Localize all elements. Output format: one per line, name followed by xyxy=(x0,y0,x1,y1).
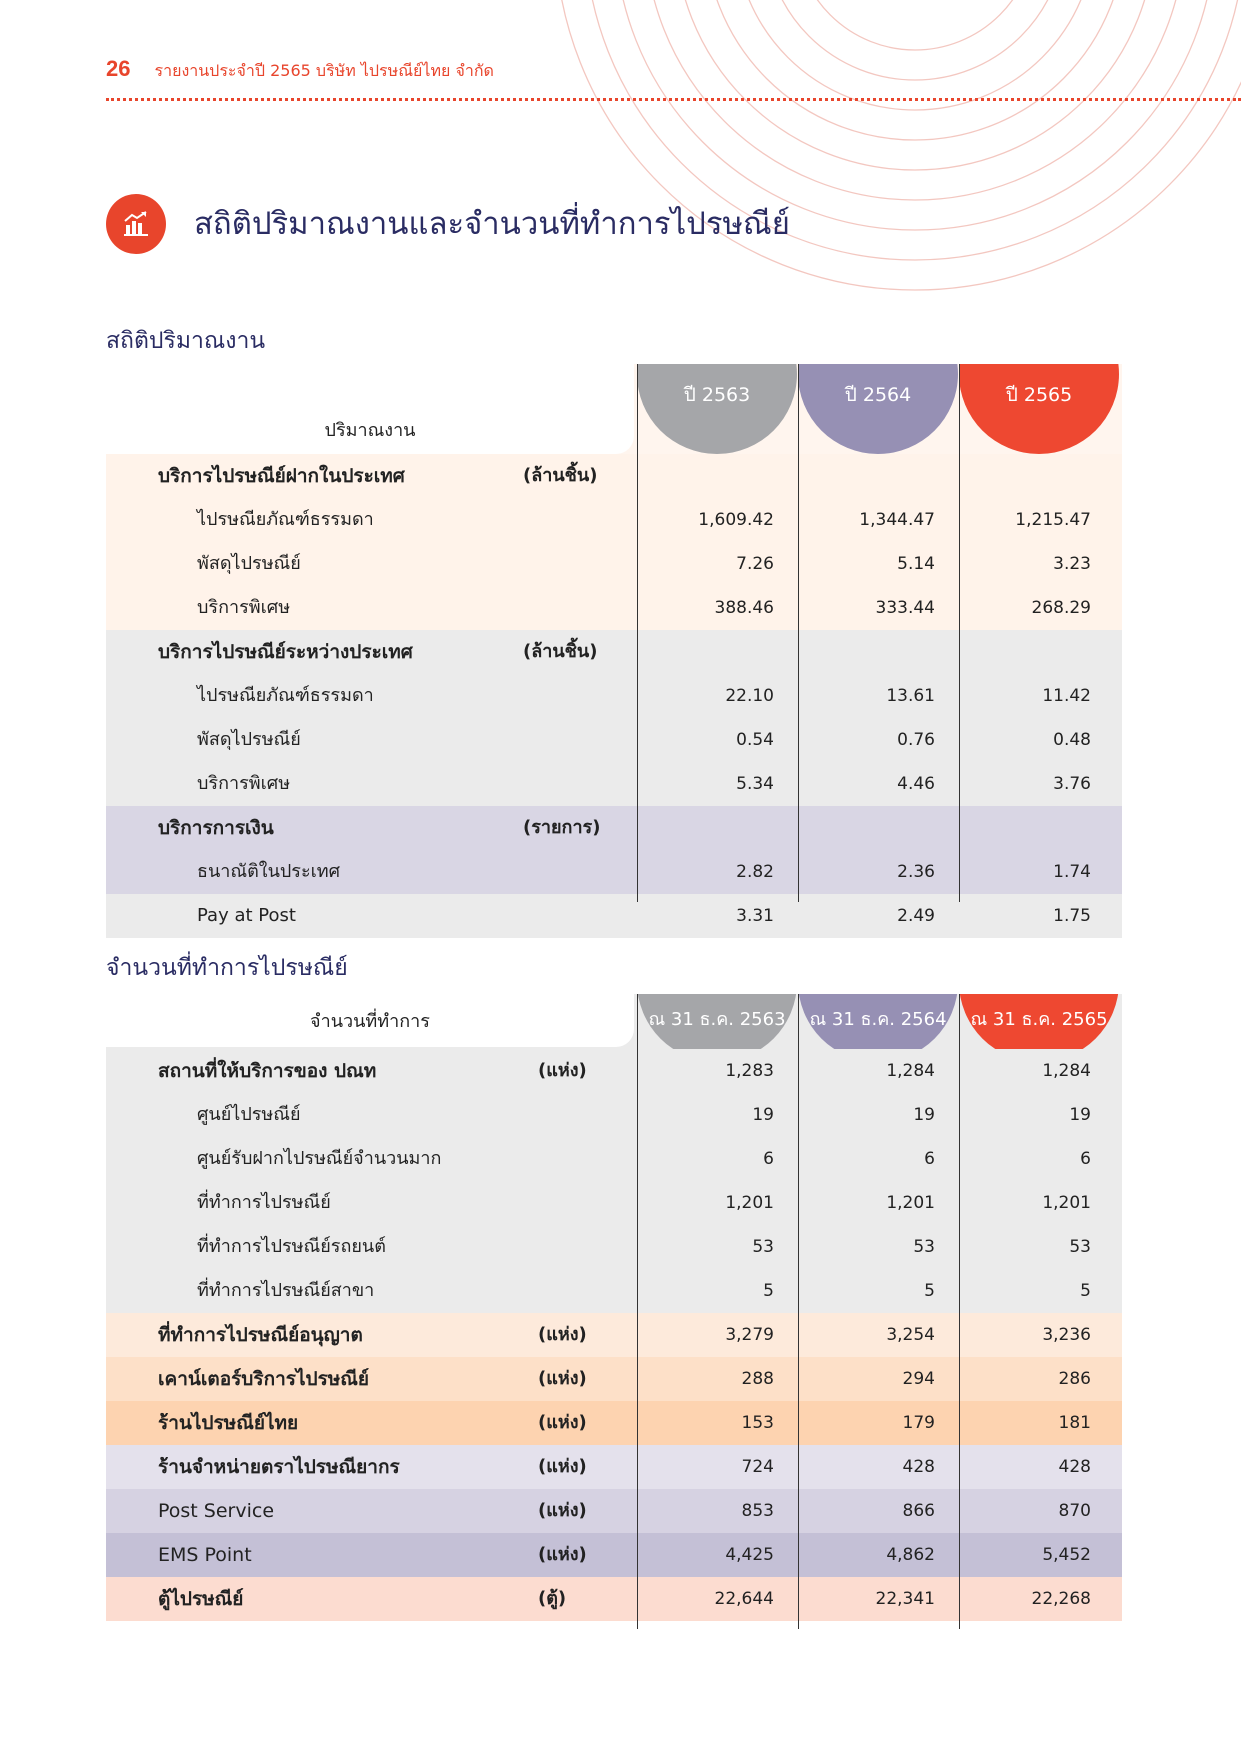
workload-column-label: ปริมาณงาน xyxy=(324,420,416,441)
row-unit: (ตู้) xyxy=(538,1588,567,1609)
row-value: 181 xyxy=(1058,1413,1091,1433)
row-label: สถานที่ให้บริการของ ปณท xyxy=(158,1060,377,1082)
row-value: 0.54 xyxy=(736,730,774,750)
row-unit: (รายการ) xyxy=(523,817,601,838)
table-row xyxy=(106,1445,1122,1489)
row-value: 11.42 xyxy=(1042,686,1091,706)
row-value: 19 xyxy=(913,1105,935,1125)
table-row xyxy=(106,1225,1122,1269)
row-value: 1,344.47 xyxy=(859,510,935,530)
year-header-2565: ปี 2565 xyxy=(959,364,1119,454)
row-value: 2.49 xyxy=(897,906,935,926)
date-header-2563: ณ 31 ธ.ค. 2563 xyxy=(637,994,797,1064)
row-value: 53 xyxy=(1069,1237,1091,1257)
workload-table-header xyxy=(106,364,1122,454)
workload-table-body xyxy=(106,454,1122,938)
row-label: ที่ทำการไปรษณีย์รถยนต์ xyxy=(197,1236,386,1257)
row-value: 428 xyxy=(902,1457,935,1477)
row-value: 428 xyxy=(1058,1457,1091,1477)
row-unit: (แห่ง) xyxy=(538,1456,587,1477)
row-value: 5.34 xyxy=(736,774,774,794)
row-value: 6 xyxy=(763,1149,774,1169)
table-row xyxy=(106,1269,1122,1313)
row-label: ธนาณัติในประเทศ xyxy=(197,861,341,882)
row-label: บริการไปรษณีย์ฝากในประเทศ xyxy=(158,465,405,487)
row-label: EMS Point xyxy=(158,1544,252,1566)
table-row xyxy=(106,806,1122,850)
table-row xyxy=(106,1577,1122,1621)
row-value: 53 xyxy=(913,1237,935,1257)
workload-table xyxy=(106,364,1122,938)
table-row xyxy=(106,630,1122,674)
row-label: ไปรษณียภัณฑ์ธรรมดา xyxy=(197,509,374,530)
offices-column-label: จำนวนที่ทำการ xyxy=(310,1011,430,1032)
header-divider xyxy=(106,98,1241,101)
row-value: 6 xyxy=(924,1149,935,1169)
report-title: รายงานประจำปี 2565 บริษัท ไปรษณีย์ไทย จำกัด xyxy=(154,61,494,80)
table-row xyxy=(106,1049,1122,1093)
year-header-2563: ปี 2563 xyxy=(637,364,797,454)
offices-section-title: จำนวนที่ทำการไปรษณีย์ xyxy=(106,955,348,981)
date-header-2564: ณ 31 ธ.ค. 2564 xyxy=(798,994,958,1064)
row-value: 3.23 xyxy=(1053,554,1091,574)
row-value: 288 xyxy=(741,1369,774,1389)
row-value: 22,341 xyxy=(875,1589,935,1609)
row-value: 19 xyxy=(1069,1105,1091,1125)
page-header xyxy=(106,56,494,88)
row-label: ไปรษณียภัณฑ์ธรรมดา xyxy=(197,685,374,706)
row-value: 4.46 xyxy=(897,774,935,794)
row-label: บริการพิเศษ xyxy=(197,597,291,618)
table-row xyxy=(106,1533,1122,1577)
row-value: 268.29 xyxy=(1031,598,1091,618)
table-row xyxy=(106,674,1122,718)
row-value: 4,425 xyxy=(725,1545,774,1565)
workload-column-label-cell xyxy=(106,364,634,454)
row-value: 870 xyxy=(1058,1501,1091,1521)
row-value: 5 xyxy=(1080,1281,1091,1301)
table-row xyxy=(106,1489,1122,1533)
row-unit: (แห่ง) xyxy=(538,1500,587,1521)
row-value: 179 xyxy=(902,1413,935,1433)
row-label: บริการพิเศษ xyxy=(197,773,291,794)
row-label: Pay at Post xyxy=(197,905,296,926)
row-value: 286 xyxy=(1058,1369,1091,1389)
row-value: 1,284 xyxy=(886,1061,935,1081)
row-value: 2.82 xyxy=(736,862,774,882)
row-label: ที่ทำการไปรษณีย์สาขา xyxy=(197,1280,375,1301)
row-value: 853 xyxy=(741,1501,774,1521)
row-value: 53 xyxy=(752,1237,774,1257)
row-unit: (แห่ง) xyxy=(538,1324,587,1345)
row-value: 294 xyxy=(902,1369,935,1389)
table-row xyxy=(106,1357,1122,1401)
row-value: 22,268 xyxy=(1031,1589,1091,1609)
date-header-2565: ณ 31 ธ.ค. 2565 xyxy=(959,994,1119,1064)
row-value: 1,201 xyxy=(725,1193,774,1213)
row-value: 2.36 xyxy=(897,862,935,882)
page-title: สถิติปริมาณงานและจำนวนที่ทำการไปรษณีย์ xyxy=(194,206,790,242)
row-label: Post Service xyxy=(158,1500,275,1522)
row-value: 6 xyxy=(1080,1149,1091,1169)
row-value: 866 xyxy=(902,1501,935,1521)
row-value: 1,201 xyxy=(886,1193,935,1213)
row-value: 388.46 xyxy=(714,598,774,618)
row-value: 13.61 xyxy=(886,686,935,706)
row-value: 5,452 xyxy=(1042,1545,1091,1565)
row-unit: (แห่ง) xyxy=(538,1060,587,1081)
row-value: 7.26 xyxy=(736,554,774,574)
offices-column-label-cell xyxy=(106,994,634,1047)
row-value: 1,283 xyxy=(725,1061,774,1081)
row-value: 0.76 xyxy=(897,730,935,750)
table-row xyxy=(106,1137,1122,1181)
row-label: ที่ทำการไปรษณีย์ xyxy=(197,1192,331,1213)
row-value: 1.75 xyxy=(1053,906,1091,926)
row-label: ร้านไปรษณีย์ไทย xyxy=(158,1412,299,1434)
row-value: 1.74 xyxy=(1053,862,1091,882)
row-unit: (ล้านชิ้น) xyxy=(523,641,598,662)
row-label: ร้านจำหน่ายตราไปรษณียากร xyxy=(158,1456,400,1478)
row-value: 5 xyxy=(763,1281,774,1301)
decorative-rings xyxy=(0,0,1241,300)
row-value: 22,644 xyxy=(714,1589,774,1609)
row-label: เคาน์เตอร์บริการไปรษณีย์ xyxy=(158,1368,370,1390)
table-row xyxy=(106,894,1122,938)
row-value: 724 xyxy=(741,1457,774,1477)
row-value: 3.76 xyxy=(1053,774,1091,794)
row-label: ที่ทำการไปรษณีย์อนุญาต xyxy=(158,1324,363,1346)
table-row xyxy=(106,850,1122,894)
row-label: พัสดุไปรษณีย์ xyxy=(197,553,301,574)
bar-chart-icon xyxy=(106,194,166,254)
row-value: 1,201 xyxy=(1042,1193,1091,1213)
table-row xyxy=(106,1181,1122,1225)
table-row xyxy=(106,1401,1122,1445)
table-row xyxy=(106,1313,1122,1357)
row-value: 1,215.47 xyxy=(1015,510,1091,530)
row-unit: (แห่ง) xyxy=(538,1544,587,1565)
table-row xyxy=(106,498,1122,542)
workload-section-title: สถิติปริมาณงาน xyxy=(106,328,266,354)
table-row xyxy=(106,718,1122,762)
row-unit: (ล้านชิ้น) xyxy=(523,465,598,486)
table-row xyxy=(106,454,1122,498)
row-label: บริการการเงิน xyxy=(158,817,274,839)
row-value: 3,279 xyxy=(725,1325,774,1345)
table-row xyxy=(106,1093,1122,1137)
row-value: 19 xyxy=(752,1105,774,1125)
table-row xyxy=(106,762,1122,806)
row-value: 5.14 xyxy=(897,554,935,574)
row-label: บริการไปรษณีย์ระหว่างประเทศ xyxy=(158,641,413,663)
row-unit: (แห่ง) xyxy=(538,1412,587,1433)
page-number: 26 xyxy=(106,56,131,81)
row-unit: (แห่ง) xyxy=(538,1368,587,1389)
row-label: ศูนย์รับฝากไปรษณีย์จำนวนมาก xyxy=(197,1148,442,1169)
offices-table xyxy=(106,994,1122,1621)
offices-table-header xyxy=(106,994,1122,1049)
row-value: 3,254 xyxy=(886,1325,935,1345)
row-value: 22.10 xyxy=(725,686,774,706)
row-value: 4,862 xyxy=(886,1545,935,1565)
year-header-2564: ปี 2564 xyxy=(798,364,958,454)
row-value: 1,609.42 xyxy=(698,510,774,530)
row-label: ศูนย์ไปรษณีย์ xyxy=(197,1104,301,1125)
offices-table-body xyxy=(106,1049,1122,1621)
row-value: 333.44 xyxy=(875,598,935,618)
row-label: ตู้ไปรษณีย์ xyxy=(158,1588,244,1610)
row-value: 1,284 xyxy=(1042,1061,1091,1081)
row-value: 5 xyxy=(924,1281,935,1301)
row-value: 3,236 xyxy=(1042,1325,1091,1345)
table-row xyxy=(106,542,1122,586)
row-value: 3.31 xyxy=(736,906,774,926)
row-value: 0.48 xyxy=(1053,730,1091,750)
row-value: 153 xyxy=(741,1413,774,1433)
table-row xyxy=(106,586,1122,630)
row-label: พัสดุไปรษณีย์ xyxy=(197,729,301,750)
